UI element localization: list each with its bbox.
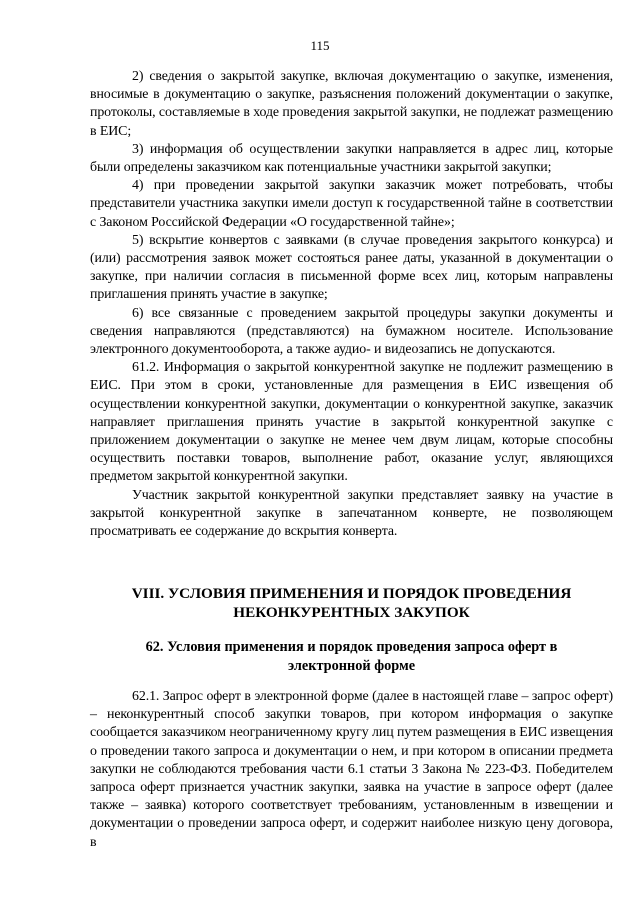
paragraph-item-2: 2) сведения о закрытой закупке, включая документацию о закупке, изменения, вносимые в документацию о закупке, разъяснения положений документации о закупке, протоколы, составляемые в ходе проведения закрытой закупки, не подлежат размещению в ЕИС; xyxy=(90,69,613,139)
page-number: 115 xyxy=(310,38,330,53)
section-title xyxy=(90,584,613,622)
subsection-title-line-1: 62. Условия применения и порядок проведения запроса оферт в xyxy=(145,639,558,655)
paragraph-item-6: 6) все связанные с проведением закрытой процедуры закупки документы и сведения направляются (представляются) на бумажном носителе. Использование электронного документооборота, а также аудио- и видеозапись не допускаются. xyxy=(90,305,613,358)
closed-procurement-conditions xyxy=(90,68,613,541)
section-title-line-1: VIII. УСЛОВИЯ ПРИМЕНЕНИЯ И ПОРЯДОК ПРОВЕДЕНИЯ xyxy=(131,585,572,602)
subsection-title-line-2: электронной форме xyxy=(287,658,416,674)
subsection-title xyxy=(90,638,613,676)
paragraph-item-5: 5) вскрытие конвертов с заявками (в случае проведения закрытого конкурса) и (или) рассмотрения заявок может состояться ранее даты, указанной в документации о закупке, при наличии согласия в письменной форме всех лиц, которым направлены приглашения принять участие в закупке; xyxy=(90,232,613,303)
paragraph-61-2: 61.2. Информация о закрытой конкурентной закупке не подлежит размещению в ЕИС. При этом в сроки, установленные для размещения в ЕИС извещения об осуществлении конкурентной закупки, документации о конкурентной закупке, заказчик направляет приглашения принять участие в закрытой конкурентной закупке с приложением документации о закупке не менее чем двум лицам, которые способны осуществить поставки товаров, выполнение работ, оказание услуг, являющихся предметом закрытой конкурентной закупки. xyxy=(90,360,613,485)
paragraph-item-4: 4) при проведении закрытой закупки заказчик может потребовать, чтобы представители участника закупки имели доступ к государственной тайне в соответствии с Законом Российской Федерации «О государственной тайне»; xyxy=(90,178,613,230)
paragraph-item-3: 3) информация об осуществлении закупки направляется в адрес лиц, которые были определены заказчиком как потенциальные участники закрытой закупки; xyxy=(90,141,613,176)
section-title-line-2: НЕКОНКУРЕНТНЫХ ЗАКУПОК xyxy=(233,604,470,621)
paragraph-participant-envelope: Участник закрытой конкурентной закупки представляет заявку на участие в закрытой конкурентной закупке в запечатанном конверте, не позволяющем просматривать ее содержание до вскрытия конверта. xyxy=(90,487,613,540)
request-offers-section xyxy=(90,688,613,852)
paragraph-62-1: 62.1. Запрос оферт в электронной форме (далее в настоящей главе – запрос оферт) – неконкурентный способ закупки товаров, при котором информация о закупке сообщается заказчиком неограниченному кругу лиц путем размещения в ЕИС извещения о проведении такого запроса и документации о нем, и при котором в описании предмета закупки не соблюдаются требования части 6.1 статьи 3 Закона № 223-ФЗ. Победителем запроса оферт признается участник закупки, заявка на участие в запросе оферт (далее также – заявка) которого соответствует требованиям, установленным в извещении и документации о проведении запроса оферт, и содержит наиболее низкую цену договора, в xyxy=(90,689,613,850)
